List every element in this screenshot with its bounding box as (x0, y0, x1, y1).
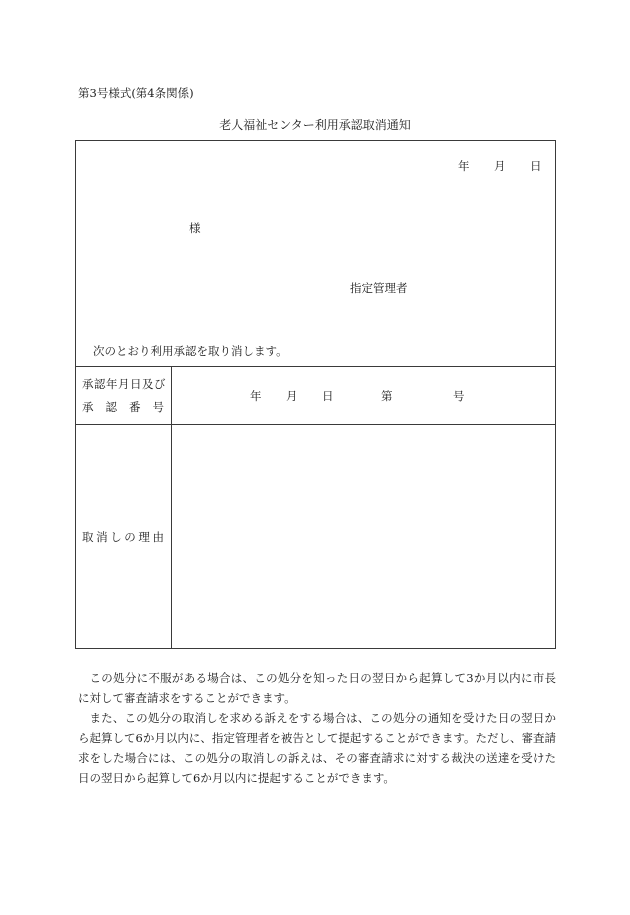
addressee-honorific: 様 (189, 221, 201, 235)
date-month-label: 月 (494, 159, 506, 173)
intro-statement: 次のとおり利用承認を取り消します。 (93, 344, 288, 358)
date-day-label: 日 (530, 159, 542, 173)
table-row-divider (76, 424, 555, 425)
notice-header-box (75, 140, 556, 367)
details-table (75, 366, 556, 649)
appeal-notice-text: この処分に不服がある場合は、この処分を知った日の翌日から起算して3か月以内に市長に対して審査請求をすることができます。 (78, 671, 556, 705)
approval-number-suffix: 号 (453, 389, 465, 403)
lawsuit-notice (78, 708, 556, 788)
lawsuit-notice-text: また、この処分の取消しを求める訴えをする場合は、この処分の通知を受けた日の翌日から起算して6か月以内に、指定管理者を被告として提起することができます。ただし、審査請求をした場合には、この処分の取消しの訴えは、その審査請求に対する裁決の送達を受けた日の翌日から起算して6か月以内に提起することができます。 (78, 711, 556, 785)
approval-label-line2: 承認番号 (82, 400, 164, 414)
approval-label-line1: 承認年月日及び (82, 377, 166, 391)
document-title: 老人福祉センター利用承認取消通知 (219, 118, 411, 132)
issuer-label: 指定管理者 (350, 281, 408, 295)
form-number-label: 第3号様式(第4条関係) (78, 86, 194, 100)
table-column-divider (171, 367, 172, 648)
approval-month-label: 月 (286, 389, 298, 403)
cancellation-reason-label: 取消しの理由 (82, 530, 164, 544)
approval-number-prefix: 第 (381, 389, 393, 403)
approval-year-label: 年 (250, 389, 262, 403)
approval-day-label: 日 (322, 389, 334, 403)
appeal-notice (78, 668, 556, 708)
date-year-label: 年 (458, 159, 470, 173)
